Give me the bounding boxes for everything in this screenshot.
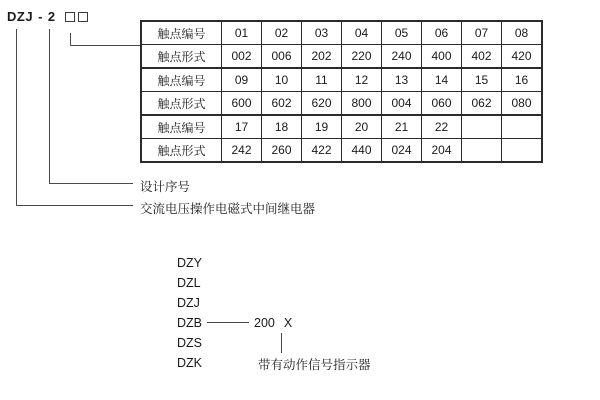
table-cell: 402 — [462, 45, 502, 69]
type-label: DZS — [177, 335, 202, 350]
table-cell: 202 — [302, 45, 342, 69]
row-label: 触点形式 — [141, 92, 222, 116]
contact-table — [140, 20, 543, 163]
table-cell: 602 — [262, 92, 302, 116]
type-item-dzj — [177, 295, 200, 310]
connector-vertical-design-serial — [49, 29, 50, 184]
table-cell: 16 — [502, 68, 543, 92]
table-cell: 620 — [302, 92, 342, 116]
table-cell: 08 — [502, 21, 543, 45]
table-cell: 220 — [342, 45, 382, 69]
table-cell: 17 — [222, 115, 262, 139]
type-label: DZY — [177, 255, 202, 270]
table-row — [141, 21, 542, 45]
table-cell: 004 — [382, 92, 422, 116]
table-row — [141, 115, 542, 139]
relay-description-label: 交流电压操作电磁式中间继电器 — [140, 202, 316, 216]
table-cell — [462, 115, 502, 139]
dzb-value: 200 — [254, 315, 275, 330]
type-label: DZB — [177, 315, 202, 330]
table-cell: 242 — [222, 139, 262, 163]
connector-vertical-relay-type — [16, 29, 17, 206]
dzb-connector-line — [207, 322, 249, 323]
table-cell: 10 — [262, 68, 302, 92]
table-row — [141, 45, 542, 69]
table-cell: 13 — [382, 68, 422, 92]
table-cell: 14 — [422, 68, 462, 92]
code-placeholder-box-icon — [78, 12, 88, 22]
table-cell: 02 — [262, 21, 302, 45]
table-cell: 11 — [302, 68, 342, 92]
type-item-dzl — [177, 275, 201, 290]
row-label: 触点编号 — [141, 21, 222, 45]
connector-horizontal-contact-code — [70, 45, 140, 46]
type-label: DZJ — [177, 295, 200, 310]
row-label: 触点编号 — [141, 68, 222, 92]
table-cell: 09 — [222, 68, 262, 92]
table-cell: 21 — [382, 115, 422, 139]
table-row — [141, 139, 542, 163]
table-cell: 01 — [222, 21, 262, 45]
model-prefix: DZJ — [7, 9, 34, 24]
type-label: DZK — [177, 355, 202, 370]
connector-horizontal-relay-type — [16, 205, 133, 206]
type-label: DZL — [177, 275, 201, 290]
table-cell: 06 — [422, 21, 462, 45]
dzb-suffix: X — [283, 315, 293, 330]
table-cell: 240 — [382, 45, 422, 69]
type-item-dzy — [177, 255, 202, 270]
table-cell: 420 — [502, 45, 543, 69]
code-placeholder-box-icon — [65, 12, 75, 22]
table-cell: 18 — [262, 115, 302, 139]
type-item-dzb — [177, 315, 292, 330]
row-label: 触点形式 — [141, 45, 222, 69]
table-cell: 04 — [342, 21, 382, 45]
table-cell: 024 — [382, 139, 422, 163]
table-row — [141, 68, 542, 92]
table-cell: 080 — [502, 92, 543, 116]
table-row — [141, 92, 542, 116]
table-cell: 002 — [222, 45, 262, 69]
table-cell: 600 — [222, 92, 262, 116]
model-dash: - — [38, 9, 43, 24]
table-cell: 20 — [342, 115, 382, 139]
table-cell: 422 — [302, 139, 342, 163]
table-cell — [502, 139, 543, 163]
table-cell: 22 — [422, 115, 462, 139]
table-cell: 19 — [302, 115, 342, 139]
table-cell — [462, 139, 502, 163]
table-cell — [502, 115, 543, 139]
table-cell: 07 — [462, 21, 502, 45]
design-serial-label: 设计序号 — [140, 180, 191, 194]
table-cell: 006 — [262, 45, 302, 69]
table-cell: 400 — [422, 45, 462, 69]
type-item-dzk — [177, 355, 202, 370]
table-cell: 800 — [342, 92, 382, 116]
table-cell: 260 — [262, 139, 302, 163]
indicator-note-label: 带有动作信号指示器 — [258, 358, 371, 372]
table-cell: 062 — [462, 92, 502, 116]
table-cell: 12 — [342, 68, 382, 92]
row-label: 触点编号 — [141, 115, 222, 139]
table-cell: 204 — [422, 139, 462, 163]
model-code — [7, 9, 88, 24]
table-cell: 440 — [342, 139, 382, 163]
connector-vertical-indicator — [281, 333, 282, 353]
row-label: 触点形式 — [141, 139, 222, 163]
connector-horizontal-design-serial — [49, 183, 133, 184]
model-series-number: 2 — [47, 9, 56, 24]
table-cell: 05 — [382, 21, 422, 45]
table-cell: 060 — [422, 92, 462, 116]
table-cell: 15 — [462, 68, 502, 92]
table-cell: 03 — [302, 21, 342, 45]
type-item-dzs — [177, 335, 202, 350]
